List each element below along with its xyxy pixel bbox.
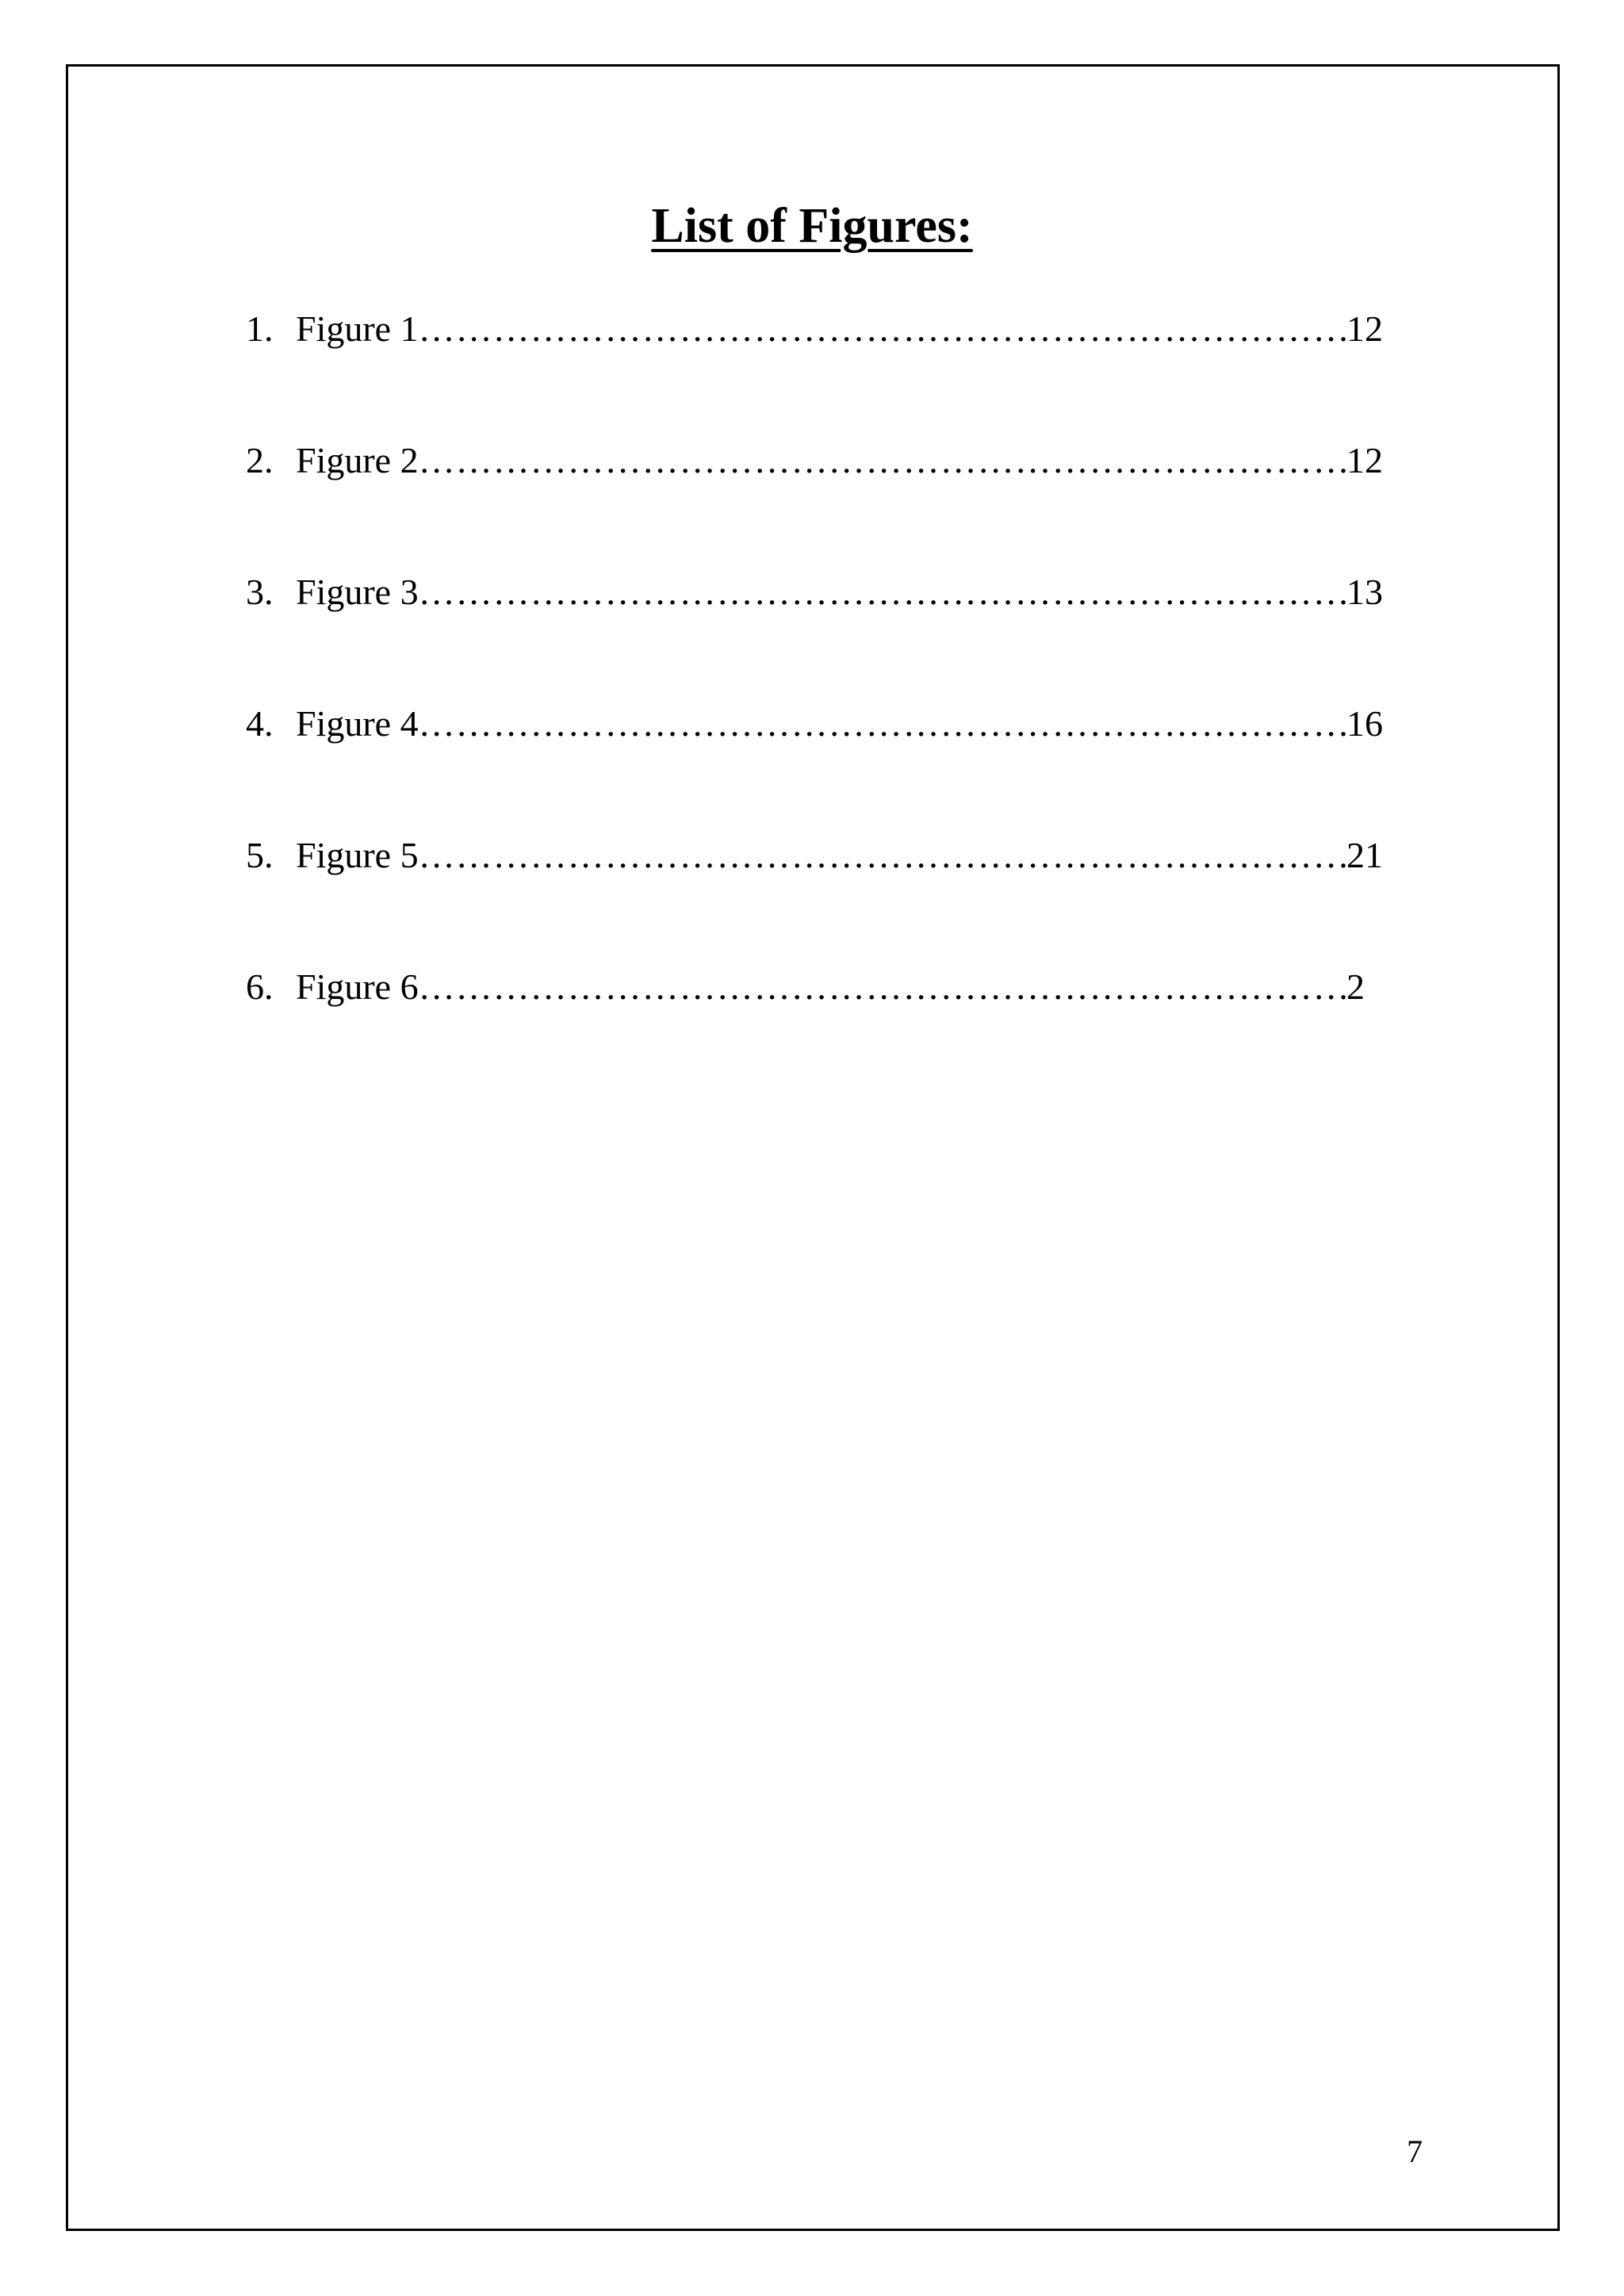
list-item[interactable] xyxy=(246,692,1388,756)
list-item[interactable] xyxy=(246,955,1388,1019)
page-title-text: List of Figures: xyxy=(651,199,973,253)
entry-page: 16 xyxy=(1346,703,1383,744)
list-item[interactable] xyxy=(246,297,1388,361)
entry-page: 2 xyxy=(1346,966,1365,1007)
entry-page: 12 xyxy=(1346,308,1383,349)
dot-leader xyxy=(419,692,1346,756)
page-title xyxy=(0,190,1624,262)
entry-label: Figure 1 xyxy=(296,308,419,349)
entry-number: 1. xyxy=(246,308,274,349)
entry-page: 12 xyxy=(1346,440,1383,480)
entry-label: Figure 3 xyxy=(296,572,419,612)
list-item[interactable] xyxy=(246,824,1388,887)
page-number: 7 xyxy=(1407,2133,1423,2169)
entry-label: Figure 6 xyxy=(296,966,419,1007)
dot-leader xyxy=(419,429,1346,492)
dot-leader xyxy=(419,297,1346,361)
entry-label: Figure 4 xyxy=(296,703,419,744)
entry-number: 4. xyxy=(246,703,274,744)
entry-label: Figure 5 xyxy=(296,835,419,875)
entry-number: 3. xyxy=(246,572,274,612)
dot-leader xyxy=(419,955,1346,1019)
entry-page: 13 xyxy=(1346,572,1383,612)
entry-label: Figure 2 xyxy=(296,440,419,480)
list-of-figures xyxy=(246,297,1388,1087)
dot-leader xyxy=(419,561,1346,624)
entry-page: 21 xyxy=(1346,835,1383,875)
list-item[interactable] xyxy=(246,429,1388,492)
dot-leader xyxy=(419,824,1346,887)
entry-number: 2. xyxy=(246,440,274,480)
list-item[interactable] xyxy=(246,561,1388,624)
entry-number: 5. xyxy=(246,835,274,875)
entry-number: 6. xyxy=(246,966,274,1007)
